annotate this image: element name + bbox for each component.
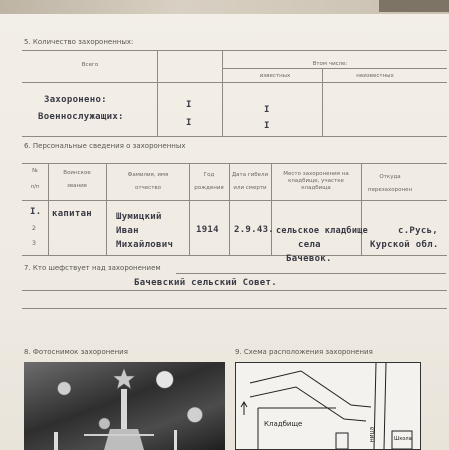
h-place-2: кладбище, участке <box>288 178 344 184</box>
patronymic-value: Михайлович <box>116 240 174 250</box>
col-including: Втом числе: <box>312 61 348 67</box>
burial-location-map <box>235 362 421 450</box>
h-from-2: перезахоронен <box>367 187 413 193</box>
col-known: известных <box>259 73 291 79</box>
h-no: № <box>32 168 38 174</box>
map-label-street: ница <box>368 426 376 443</box>
row-num-2: 2 <box>31 224 37 232</box>
h-name-1: Фамилия, имя <box>127 172 169 178</box>
section7-value: Бачевский сельский Совет. <box>134 278 277 288</box>
table5-vline-2 <box>222 50 223 136</box>
burial-photo <box>24 362 225 450</box>
burial-place-line-3: Бачевок. <box>286 254 332 264</box>
h-rank-2: звание <box>66 183 88 189</box>
col-unknown: неизвестных <box>356 73 394 79</box>
reburied-from-line-2: Курской обл. <box>370 240 439 250</box>
section7-line-3 <box>22 308 447 309</box>
burial-place-line-2: села <box>298 240 321 250</box>
birth-year-value: 1914 <box>196 225 219 235</box>
map-label-school: Школа <box>394 436 412 442</box>
section9-title: 9. Схема расположения захоронения <box>235 348 373 356</box>
h-death-1: Дата гибели <box>231 172 269 178</box>
row-servicemen-label: Военнослужащих: <box>38 112 124 122</box>
table5-vline-1 <box>157 50 158 136</box>
section8-title: 8. Фотоснимок захоронения <box>24 348 128 356</box>
page-top-edge-dark <box>379 0 449 12</box>
h-death-2: или смерти <box>233 185 267 191</box>
surname-value: Шумицкий <box>116 212 162 222</box>
h-name-2: отчество <box>134 185 162 191</box>
table5-sub-line <box>222 68 447 69</box>
h-rank-1: Воинское <box>63 170 91 176</box>
row-buried-total: I <box>186 100 192 110</box>
burial-place-line-1: сельское кладбище <box>276 226 369 236</box>
row-servicemen-total: I <box>186 118 192 128</box>
section7-line-2 <box>22 290 447 291</box>
row-buried-label: Захоронено: <box>44 95 107 105</box>
rank-value: капитан <box>52 209 93 219</box>
row-buried-known: I <box>264 105 270 115</box>
h-year-1: Год <box>203 172 215 178</box>
table6-bottom-line <box>22 255 447 256</box>
map-label-cemetery: Кладбище <box>264 420 303 428</box>
table6-vline-2 <box>106 163 107 255</box>
table6-vline-1 <box>48 163 49 255</box>
h-year-2: рождения <box>194 185 224 191</box>
h-place-3: кладбища <box>301 185 331 191</box>
monument-photo-icon <box>24 362 225 450</box>
col-total: Всего <box>81 62 99 68</box>
section5-title: 5. Количество захороненных: <box>24 38 134 46</box>
row-num-3: 3 <box>31 239 37 247</box>
table5-vline-3 <box>322 68 323 136</box>
table6-vline-6 <box>361 163 362 255</box>
reburied-from-line-1: с.Русь, <box>398 226 439 236</box>
death-date-value: 2.9.43. <box>234 225 275 235</box>
row-servicemen-known: I <box>264 121 270 131</box>
row-num-1: I. <box>30 207 42 217</box>
section7-line-1 <box>176 273 446 274</box>
table5-bottom-line <box>22 136 447 137</box>
table5-top-line <box>22 50 447 51</box>
table6-top-line <box>22 163 447 164</box>
h-place-1: Место захоронения на <box>283 171 349 177</box>
h-from-1: Откуда <box>379 174 401 180</box>
table5-header-line <box>22 82 447 83</box>
table6-header-line <box>22 200 447 201</box>
map-lines <box>236 363 420 449</box>
first-name-value: Иван <box>116 226 139 236</box>
h-pp: п/п <box>30 184 40 190</box>
section6-title: 6. Персональные сведения о захороненных <box>24 142 186 150</box>
section7-title: 7. Кто шефствует над захоронением <box>24 264 161 272</box>
